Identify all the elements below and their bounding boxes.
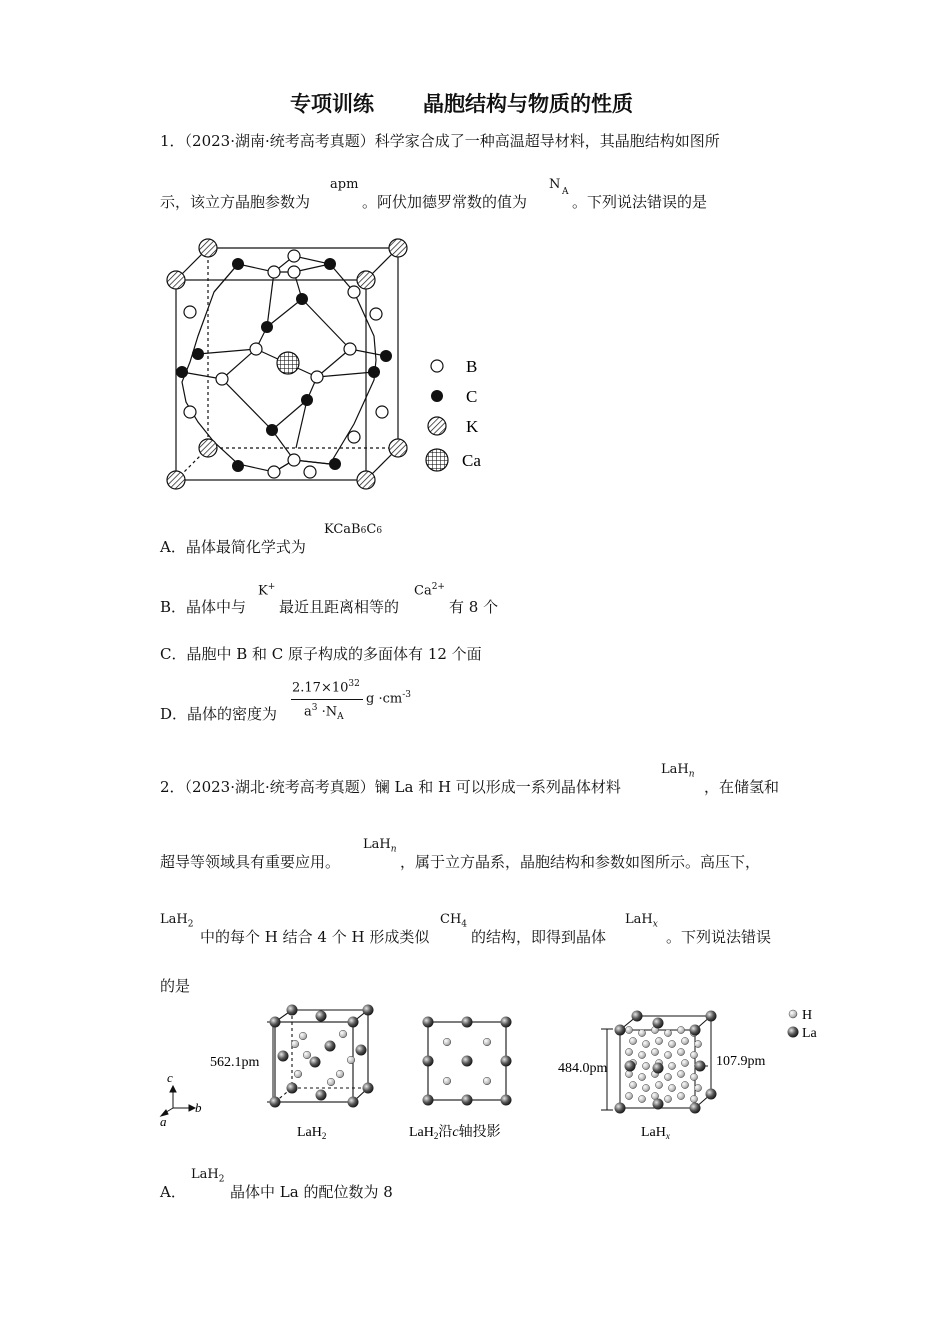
q1-option-a-sub1: 6 — [360, 526, 367, 536]
lahx-h-atom — [642, 1040, 649, 1047]
q2-legend-la: La — [802, 1026, 817, 1041]
lahx-h-atom — [681, 1059, 688, 1066]
q2-lah2: LaH — [160, 912, 188, 927]
q2-option-a-sub: 2 — [218, 1174, 225, 1185]
q1-option-a-sub2: 6 — [376, 526, 383, 536]
lahx-h-atom — [677, 1070, 684, 1077]
q1-option-d-den-exp: 3 — [311, 703, 318, 713]
legend-ca-marker — [426, 449, 448, 471]
legend-c-label: C — [466, 387, 478, 406]
q2-caption-1: LaH — [297, 1125, 322, 1140]
q2-lahx: LaH — [625, 912, 653, 927]
q1-option-d-exp: 32 — [348, 679, 360, 689]
q1-option-b-ion2: Ca — [414, 583, 432, 599]
lahx-h-atom — [677, 1026, 684, 1033]
lahx-h-atom — [642, 1062, 649, 1069]
q2-lahn-2: LaH — [363, 837, 391, 852]
q1-line2-a: 示，该立方晶胞参数为 — [160, 193, 311, 211]
lahx-h-atom — [651, 1048, 658, 1055]
lahx-h-atom — [677, 1092, 684, 1099]
q1-line2-c: 。下列说法错误的是 — [572, 193, 708, 211]
q1-option-a-prefix: A．晶体最简化学式为 — [160, 538, 306, 556]
lahx-h-atom — [668, 1084, 675, 1091]
q2-legend-la-marker — [788, 1027, 799, 1038]
q1-legend — [426, 357, 481, 471]
q1-option-b-ion1-charge: + — [267, 582, 276, 592]
q2-caption-2-sub: 2 — [433, 1131, 439, 1141]
q2-dim-107: 107.9pm — [716, 1054, 766, 1069]
lahx-h-atom — [664, 1095, 671, 1102]
q2-option-a-suffix: 晶体中 La 的配位数为 8 — [230, 1183, 393, 1201]
q2-line2-b: ，属于立方晶系，晶胞结构和参数如图所示。高压下， — [400, 853, 761, 871]
q1-option-a-c: C — [366, 522, 377, 537]
q1-option-a-formula: KCaB — [324, 522, 361, 537]
q1-option-c: C．晶胞中 B 和 C 原子构成的多面体有 12 个面 — [160, 645, 482, 663]
legend-k-marker — [428, 417, 446, 435]
q2-caption-2-axis: c — [452, 1125, 459, 1140]
q1-na-n: N — [549, 177, 561, 192]
legend-k-label: K — [466, 417, 479, 436]
q1-option-d-numerator: 2.17 — [292, 680, 321, 696]
q2-caption-2-along: 沿 — [438, 1125, 453, 1140]
q2-legend-h: H — [802, 1008, 813, 1023]
q2-dim-484: 484.0pm — [558, 1061, 608, 1076]
lahx-h-atom — [668, 1062, 675, 1069]
lahx-h-atom — [638, 1095, 645, 1102]
q1-option-d-den-a: a — [304, 704, 312, 720]
q1-line2-b: 。阿伏加德罗常数的值为 — [362, 193, 528, 211]
q2-lahn-2-sub: n — [390, 844, 397, 855]
lahx-atoms — [615, 1011, 717, 1114]
q2-lahn-sub: n — [688, 769, 695, 780]
legend-ca-label: Ca — [462, 451, 481, 470]
q1-stem-line1: 1．（2023·湖南·统考高考真题）科学家合成了一种高温超导材料，其晶胞结构如图所 — [160, 132, 720, 150]
q1-option-b-ion1: K — [258, 583, 268, 599]
q1-option-d-times: ×10 — [320, 680, 349, 696]
q1-option-d-den-a-sub: A — [337, 711, 344, 722]
q2-option-a-formula: LaH — [191, 1167, 219, 1182]
lahx-h-atom — [664, 1029, 671, 1036]
lahx-h-atom — [625, 1048, 632, 1055]
lahx-h-atom — [655, 1081, 662, 1088]
q1-option-d-fraction-bar — [291, 699, 363, 700]
q2-caption-2: LaH — [409, 1125, 434, 1140]
q2-ch4: CH — [440, 912, 462, 927]
lahx-h-atom — [625, 1026, 632, 1033]
legend-b-marker — [431, 360, 443, 372]
lahx-h-atom — [664, 1073, 671, 1080]
q1-option-b-suffix: 有 8 个 — [449, 598, 499, 616]
q2-line4: 的是 — [160, 977, 191, 995]
q2-line3-b: 的结构，即得到晶体 — [471, 928, 607, 946]
legend-b-label: B — [466, 357, 478, 376]
svg-text:LaHx — [641, 1125, 670, 1141]
lahx-h-atom — [694, 1084, 701, 1091]
lahx-h-atom — [655, 1037, 662, 1044]
q2-caption-1-sub: 2 — [321, 1131, 327, 1141]
q2-line1-b: ，在储氢和 — [704, 778, 780, 796]
lahx-h-atom — [681, 1037, 688, 1044]
title-right: 晶胞结构与物质的性质 — [423, 92, 633, 116]
lahx-h-atom — [625, 1092, 632, 1099]
q1-apm: apm — [330, 177, 359, 192]
lahx-h-atom — [629, 1037, 636, 1044]
q2-axis-b: b — [195, 1100, 202, 1115]
q2-crystal-figure — [155, 1000, 835, 1150]
lahx-h-atom — [638, 1029, 645, 1036]
lahx-h-atom — [694, 1040, 701, 1047]
q1-option-d-unit-exp: -3 — [402, 690, 411, 700]
q2-caption-3-sub: x — [665, 1131, 670, 1141]
q2-line1-a: 2．（2023·湖北·统考高考真题）镧 La 和 H 可以形成一系列晶体材料 — [160, 778, 621, 796]
q1-option-b-mid: 最近且距离相等的 — [279, 598, 400, 616]
q2-option-a-prefix: A． — [160, 1183, 186, 1201]
q2-caption-2-proj: 轴投影 — [458, 1125, 501, 1140]
q1-option-d-unit: g ·cm — [366, 691, 403, 707]
lahx-h-atom — [690, 1051, 697, 1058]
q2-legend-h-marker — [789, 1010, 797, 1018]
q1-option-b-ion2-charge: 2+ — [431, 582, 445, 592]
lahx-h-atom — [668, 1040, 675, 1047]
q2-lahn: LaH — [661, 762, 689, 777]
q1-option-b-prefix: B．晶体中与 — [160, 598, 247, 616]
q2-lah2-sub: 2 — [187, 919, 194, 930]
q1-crystal-figure — [160, 232, 500, 494]
lahx-h-atom — [629, 1081, 636, 1088]
lahx-h-atom — [681, 1081, 688, 1088]
q1-option-d-den-n: ·N — [321, 704, 338, 720]
q2-dim-562: 562.1pm — [210, 1055, 260, 1070]
svg-text:LaH2 — [297, 1125, 326, 1141]
lahx-h-atom — [664, 1051, 671, 1058]
q2-ch4-sub: 4 — [461, 919, 468, 930]
lahx-h-atom — [642, 1084, 649, 1091]
title-left: 专项训练 — [290, 92, 374, 116]
lahx-h-atom — [690, 1095, 697, 1102]
q1-option-d-prefix: D．晶体的密度为 — [160, 705, 278, 723]
q2-axis-c: c — [167, 1070, 173, 1085]
lahx-h-atom — [638, 1051, 645, 1058]
lahx-h-atom — [690, 1073, 697, 1080]
lahx-h-atom — [625, 1070, 632, 1077]
lahx-h-atom — [677, 1048, 684, 1055]
q1-na-a: A — [562, 187, 569, 197]
q2-line3-a: 中的每个 H 结合 4 个 H 形成类似 — [200, 928, 430, 946]
q2-axis-a: a — [160, 1114, 167, 1129]
q2-line2-a: 超导等领域具有重要应用。 — [160, 853, 341, 871]
q2-line3-c: 。下列说法错误 — [666, 928, 772, 946]
q2-caption-3: LaH — [641, 1125, 666, 1140]
legend-c-marker — [431, 390, 443, 402]
lahx-h-atom — [638, 1073, 645, 1080]
q2-lahx-sub: x — [652, 919, 658, 930]
lahx-h-atom — [651, 1092, 658, 1099]
svg-text:LaH2沿c轴投影 — [409, 1123, 501, 1141]
